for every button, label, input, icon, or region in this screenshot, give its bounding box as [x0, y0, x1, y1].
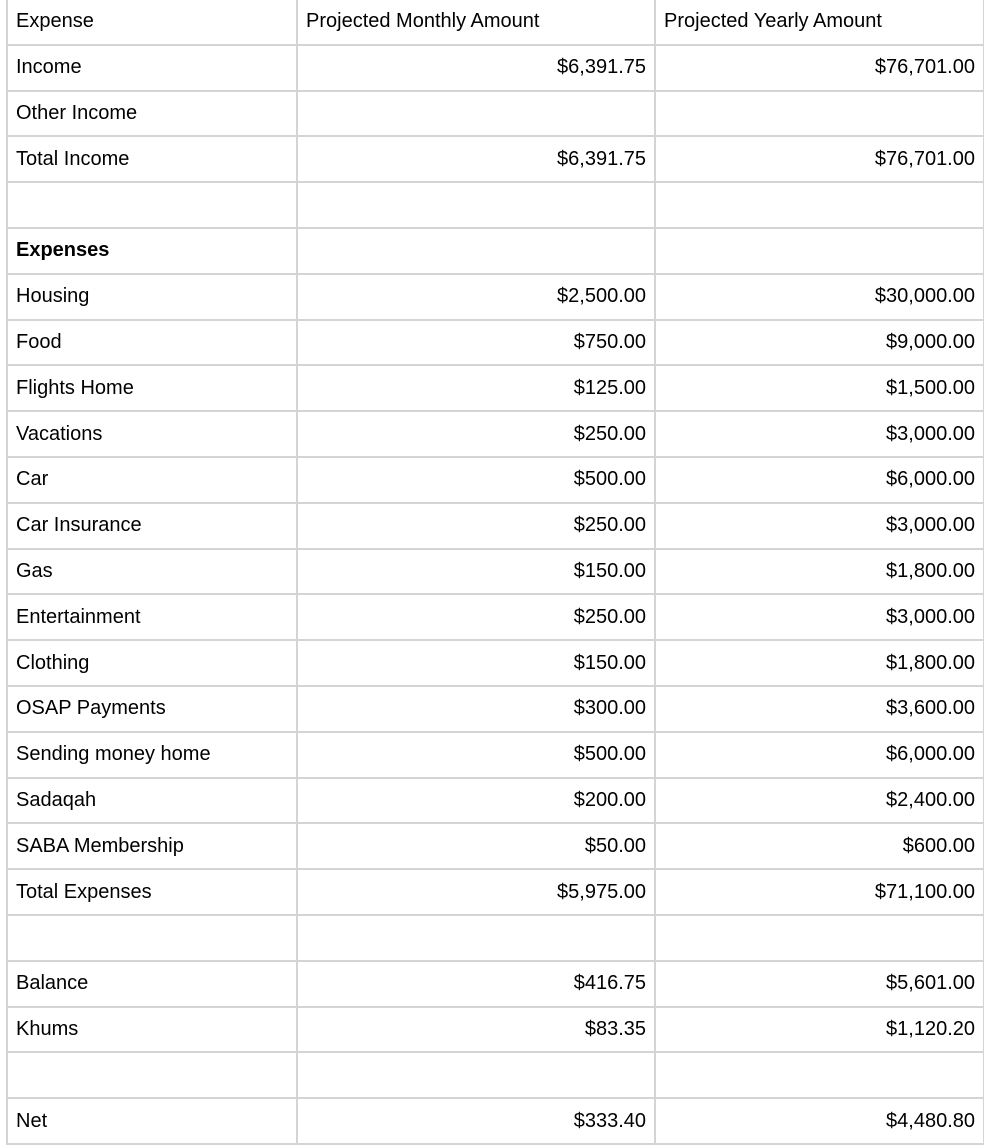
row-label-cell[interactable]: Car — [6, 458, 298, 504]
yearly-amount-cell[interactable]: $600.00 — [656, 824, 984, 870]
table-row — [6, 366, 984, 412]
table-row — [6, 687, 984, 733]
monthly-amount-cell[interactable]: $416.75 — [298, 962, 656, 1008]
yearly-amount-cell[interactable]: $71,100.00 — [656, 870, 984, 916]
yearly-amount-cell[interactable]: $30,000.00 — [656, 275, 984, 321]
yearly-amount-cell[interactable]: $4,480.80 — [656, 1099, 984, 1145]
row-label-cell[interactable]: Net — [6, 1099, 298, 1145]
row-label-cell[interactable]: Flights Home — [6, 366, 298, 412]
table-row — [6, 916, 984, 962]
monthly-amount-cell[interactable]: $2,500.00 — [298, 275, 656, 321]
table-row — [6, 275, 984, 321]
table-row — [6, 92, 984, 138]
yearly-amount-cell[interactable]: $1,800.00 — [656, 550, 984, 596]
yearly-amount-cell[interactable]: $3,000.00 — [656, 595, 984, 641]
yearly-amount-cell[interactable]: $6,000.00 — [656, 733, 984, 779]
table-row — [6, 1053, 984, 1099]
row-label-cell[interactable]: Balance — [6, 962, 298, 1008]
table-body — [6, 46, 984, 1145]
yearly-amount-cell[interactable]: $3,600.00 — [656, 687, 984, 733]
table-row — [6, 458, 984, 504]
header-cell-monthly[interactable]: Projected Monthly Amount — [298, 0, 656, 46]
header-row — [6, 0, 984, 46]
row-label-cell[interactable]: Clothing — [6, 641, 298, 687]
monthly-amount-cell[interactable]: $250.00 — [298, 412, 656, 458]
table-row — [6, 962, 984, 1008]
budget-spreadsheet — [6, 0, 984, 1145]
yearly-amount-cell[interactable]: $3,000.00 — [656, 504, 984, 550]
table-row — [6, 229, 984, 275]
table-row — [6, 46, 984, 92]
monthly-amount-cell[interactable] — [298, 916, 656, 962]
row-label-cell[interactable]: Khums — [6, 1008, 298, 1054]
monthly-amount-cell[interactable]: $500.00 — [298, 733, 656, 779]
row-label-cell[interactable]: Housing — [6, 275, 298, 321]
yearly-amount-cell[interactable]: $1,500.00 — [656, 366, 984, 412]
monthly-amount-cell[interactable]: $5,975.00 — [298, 870, 656, 916]
table-row — [6, 733, 984, 779]
table-row — [6, 504, 984, 550]
monthly-amount-cell[interactable]: $150.00 — [298, 550, 656, 596]
yearly-amount-cell[interactable] — [656, 229, 984, 275]
monthly-amount-cell[interactable]: $750.00 — [298, 321, 656, 367]
table-row — [6, 870, 984, 916]
row-label-cell[interactable]: Income — [6, 46, 298, 92]
row-label-cell[interactable]: Vacations — [6, 412, 298, 458]
yearly-amount-cell[interactable] — [656, 916, 984, 962]
row-label-cell[interactable]: Total Expenses — [6, 870, 298, 916]
yearly-amount-cell[interactable]: $76,701.00 — [656, 46, 984, 92]
monthly-amount-cell[interactable]: $150.00 — [298, 641, 656, 687]
row-label-cell[interactable]: Car Insurance — [6, 504, 298, 550]
row-label-cell[interactable]: Expenses — [6, 229, 298, 275]
row-label-cell[interactable]: Entertainment — [6, 595, 298, 641]
yearly-amount-cell[interactable] — [656, 183, 984, 229]
monthly-amount-cell[interactable] — [298, 92, 656, 138]
yearly-amount-cell[interactable]: $3,000.00 — [656, 412, 984, 458]
monthly-amount-cell[interactable]: $83.35 — [298, 1008, 656, 1054]
row-label-cell[interactable] — [6, 183, 298, 229]
table-row — [6, 641, 984, 687]
monthly-amount-cell[interactable] — [298, 1053, 656, 1099]
row-label-cell[interactable]: Sadaqah — [6, 779, 298, 825]
table-row — [6, 412, 984, 458]
monthly-amount-cell[interactable] — [298, 229, 656, 275]
row-label-cell[interactable]: Food — [6, 321, 298, 367]
table-row — [6, 321, 984, 367]
yearly-amount-cell[interactable]: $2,400.00 — [656, 779, 984, 825]
table-row — [6, 1008, 984, 1054]
row-label-cell[interactable]: Other Income — [6, 92, 298, 138]
monthly-amount-cell[interactable]: $333.40 — [298, 1099, 656, 1145]
row-label-cell[interactable] — [6, 916, 298, 962]
header-cell-yearly[interactable]: Projected Yearly Amount — [656, 0, 984, 46]
table-row — [6, 595, 984, 641]
yearly-amount-cell[interactable]: $6,000.00 — [656, 458, 984, 504]
yearly-amount-cell[interactable]: $1,800.00 — [656, 641, 984, 687]
yearly-amount-cell[interactable]: $5,601.00 — [656, 962, 984, 1008]
monthly-amount-cell[interactable]: $125.00 — [298, 366, 656, 412]
yearly-amount-cell[interactable] — [656, 92, 984, 138]
table-row — [6, 137, 984, 183]
yearly-amount-cell[interactable]: $9,000.00 — [656, 321, 984, 367]
header-cell-expense[interactable]: Expense — [6, 0, 298, 46]
row-label-cell[interactable] — [6, 1053, 298, 1099]
table-row — [6, 183, 984, 229]
monthly-amount-cell[interactable]: $50.00 — [298, 824, 656, 870]
monthly-amount-cell[interactable] — [298, 183, 656, 229]
row-label-cell[interactable]: Sending money home — [6, 733, 298, 779]
table-row — [6, 779, 984, 825]
row-label-cell[interactable]: SABA Membership — [6, 824, 298, 870]
monthly-amount-cell[interactable]: $250.00 — [298, 504, 656, 550]
monthly-amount-cell[interactable]: $6,391.75 — [298, 137, 656, 183]
table-row — [6, 1099, 984, 1145]
yearly-amount-cell[interactable]: $1,120.20 — [656, 1008, 984, 1054]
monthly-amount-cell[interactable]: $500.00 — [298, 458, 656, 504]
table-row — [6, 550, 984, 596]
row-label-cell[interactable]: OSAP Payments — [6, 687, 298, 733]
yearly-amount-cell[interactable]: $76,701.00 — [656, 137, 984, 183]
monthly-amount-cell[interactable]: $300.00 — [298, 687, 656, 733]
monthly-amount-cell[interactable]: $6,391.75 — [298, 46, 656, 92]
monthly-amount-cell[interactable]: $200.00 — [298, 779, 656, 825]
table-row — [6, 824, 984, 870]
row-label-cell[interactable]: Total Income — [6, 137, 298, 183]
row-label-cell[interactable]: Gas — [6, 550, 298, 596]
monthly-amount-cell[interactable]: $250.00 — [298, 595, 656, 641]
yearly-amount-cell[interactable] — [656, 1053, 984, 1099]
